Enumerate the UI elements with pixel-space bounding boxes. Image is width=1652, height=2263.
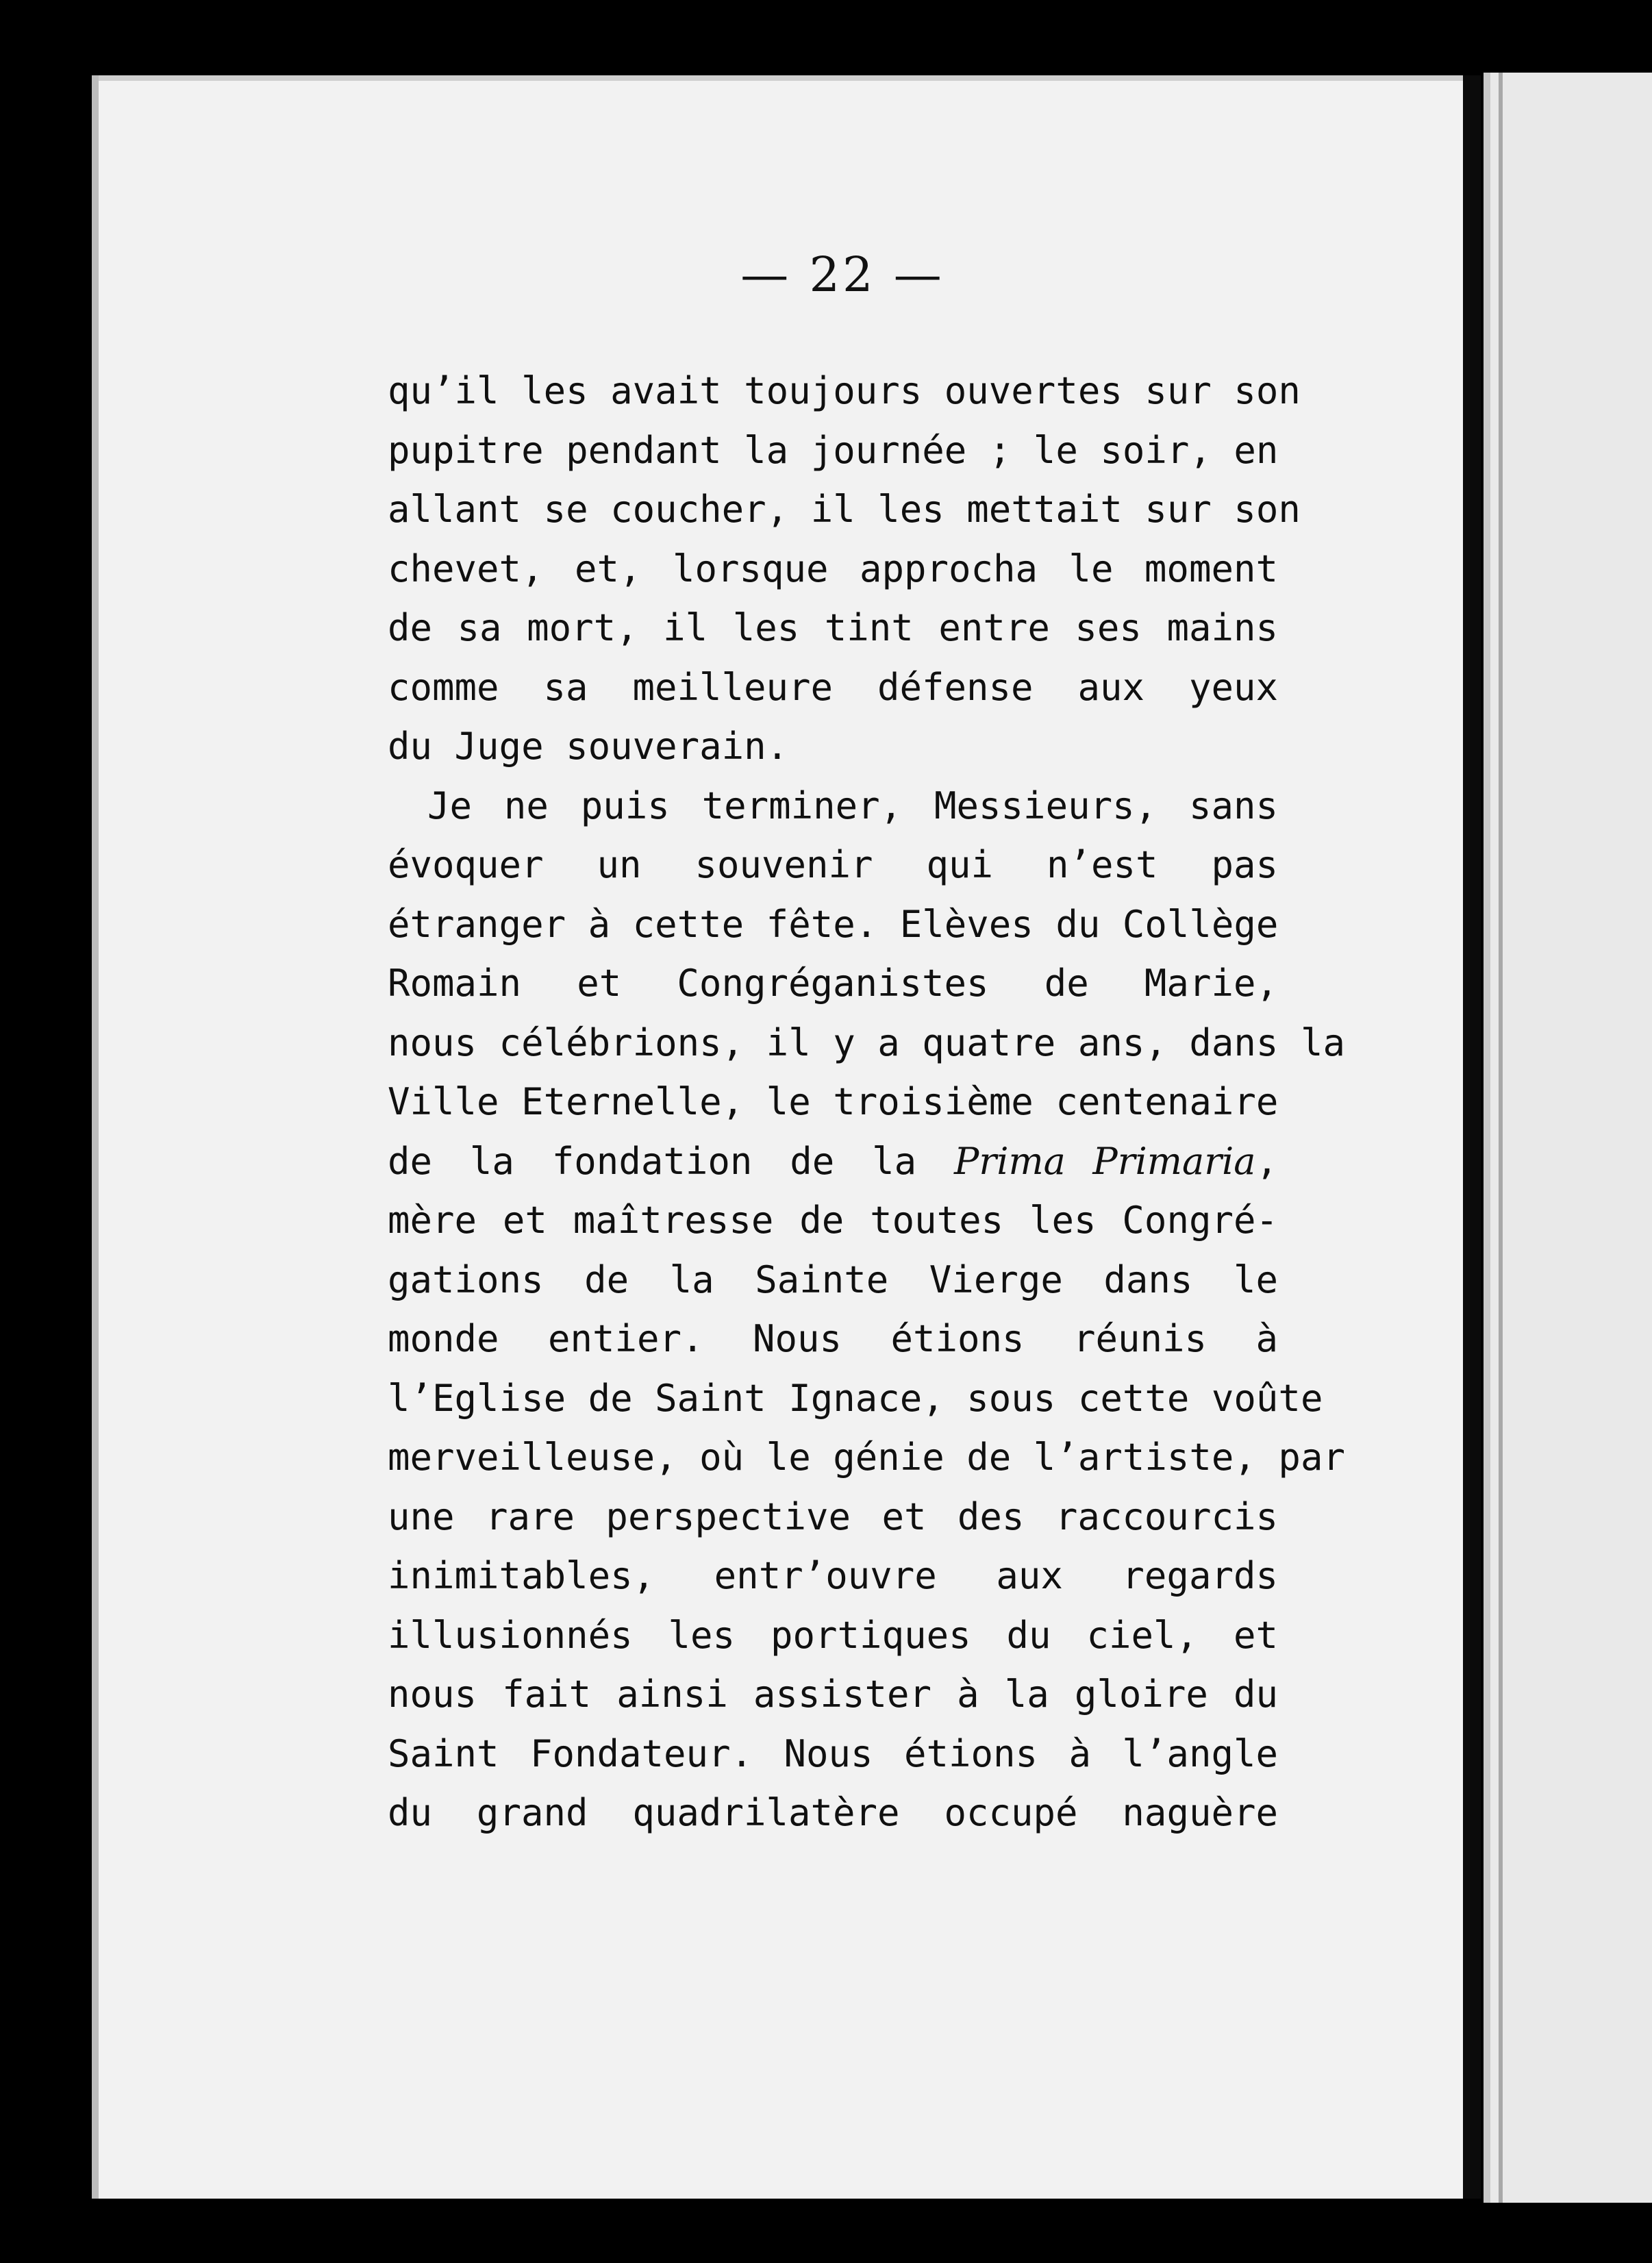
text-line: monde entier. Nous étions réunis à [388,1317,1278,1360]
text-line: pupitre pendant la journée ; le soir, en [388,428,1279,472]
text-line: Saint Fondateur. Nous étions à l’angle [388,1731,1278,1775]
text-line: Romain et Congréganistes de Marie, [388,962,1278,1005]
text-line-end: , [1255,1139,1278,1183]
text-line: étranger à cette fête. Elèves du Collège [388,902,1279,946]
text-line: nous célébrions, il y a quatre ans, dans la [388,1021,1345,1064]
text-line: du grand quadrilatère occupé naguère [388,1791,1278,1834]
text-line-start: de la fondation de la [388,1139,917,1183]
text-line: chevet, et, lorsque approcha le moment [388,547,1278,590]
text-line: du Juge souverain. [388,725,789,768]
text-line: Ville Eternelle, le troisième centenaire [388,1080,1279,1123]
text-line: merveilleuse, où le génie de l’artiste, par [388,1436,1345,1479]
page-gutter-shadow [1463,75,1481,2199]
text-line-with-italic [388,1132,1278,1192]
text-line: nous fait ainsi assister à la gloire du [388,1673,1278,1716]
text-line: mère et maîtresse de toutes les Congré- [388,1199,1278,1242]
adjacent-page-edge [1484,73,1652,2203]
text-line: une rare perspective et des raccourcis [388,1495,1278,1538]
text-line: qu’il les avait toujours ouvertes sur son [388,369,1301,412]
text-line: gations de la Sainte Vierge dans le [388,1258,1278,1301]
page-fold-line [1499,73,1503,2203]
text-line: de sa mort, il les tint entre ses mains [388,606,1278,649]
text-line: illusionnés les portiques du ciel, et [388,1613,1278,1657]
italic-title: Prima Primaria [954,1139,1256,1183]
body-text [388,362,1345,1843]
text-line: allant se coucher, il les mettait sur son [388,488,1301,531]
text-line: inimitables, entr’ouvre aux regards [388,1554,1278,1597]
text-line: comme sa meilleure défense aux yeux [388,665,1278,709]
paragraph-first-line: Je ne puis terminer, Messieurs, sans [427,784,1278,827]
page-number: — 22 — [740,247,944,303]
text-line: évoquer un souvenir qui n’est pas [388,843,1278,886]
text-line: l’Eglise de Saint Ignace, sous cette voûte [388,1376,1323,1420]
